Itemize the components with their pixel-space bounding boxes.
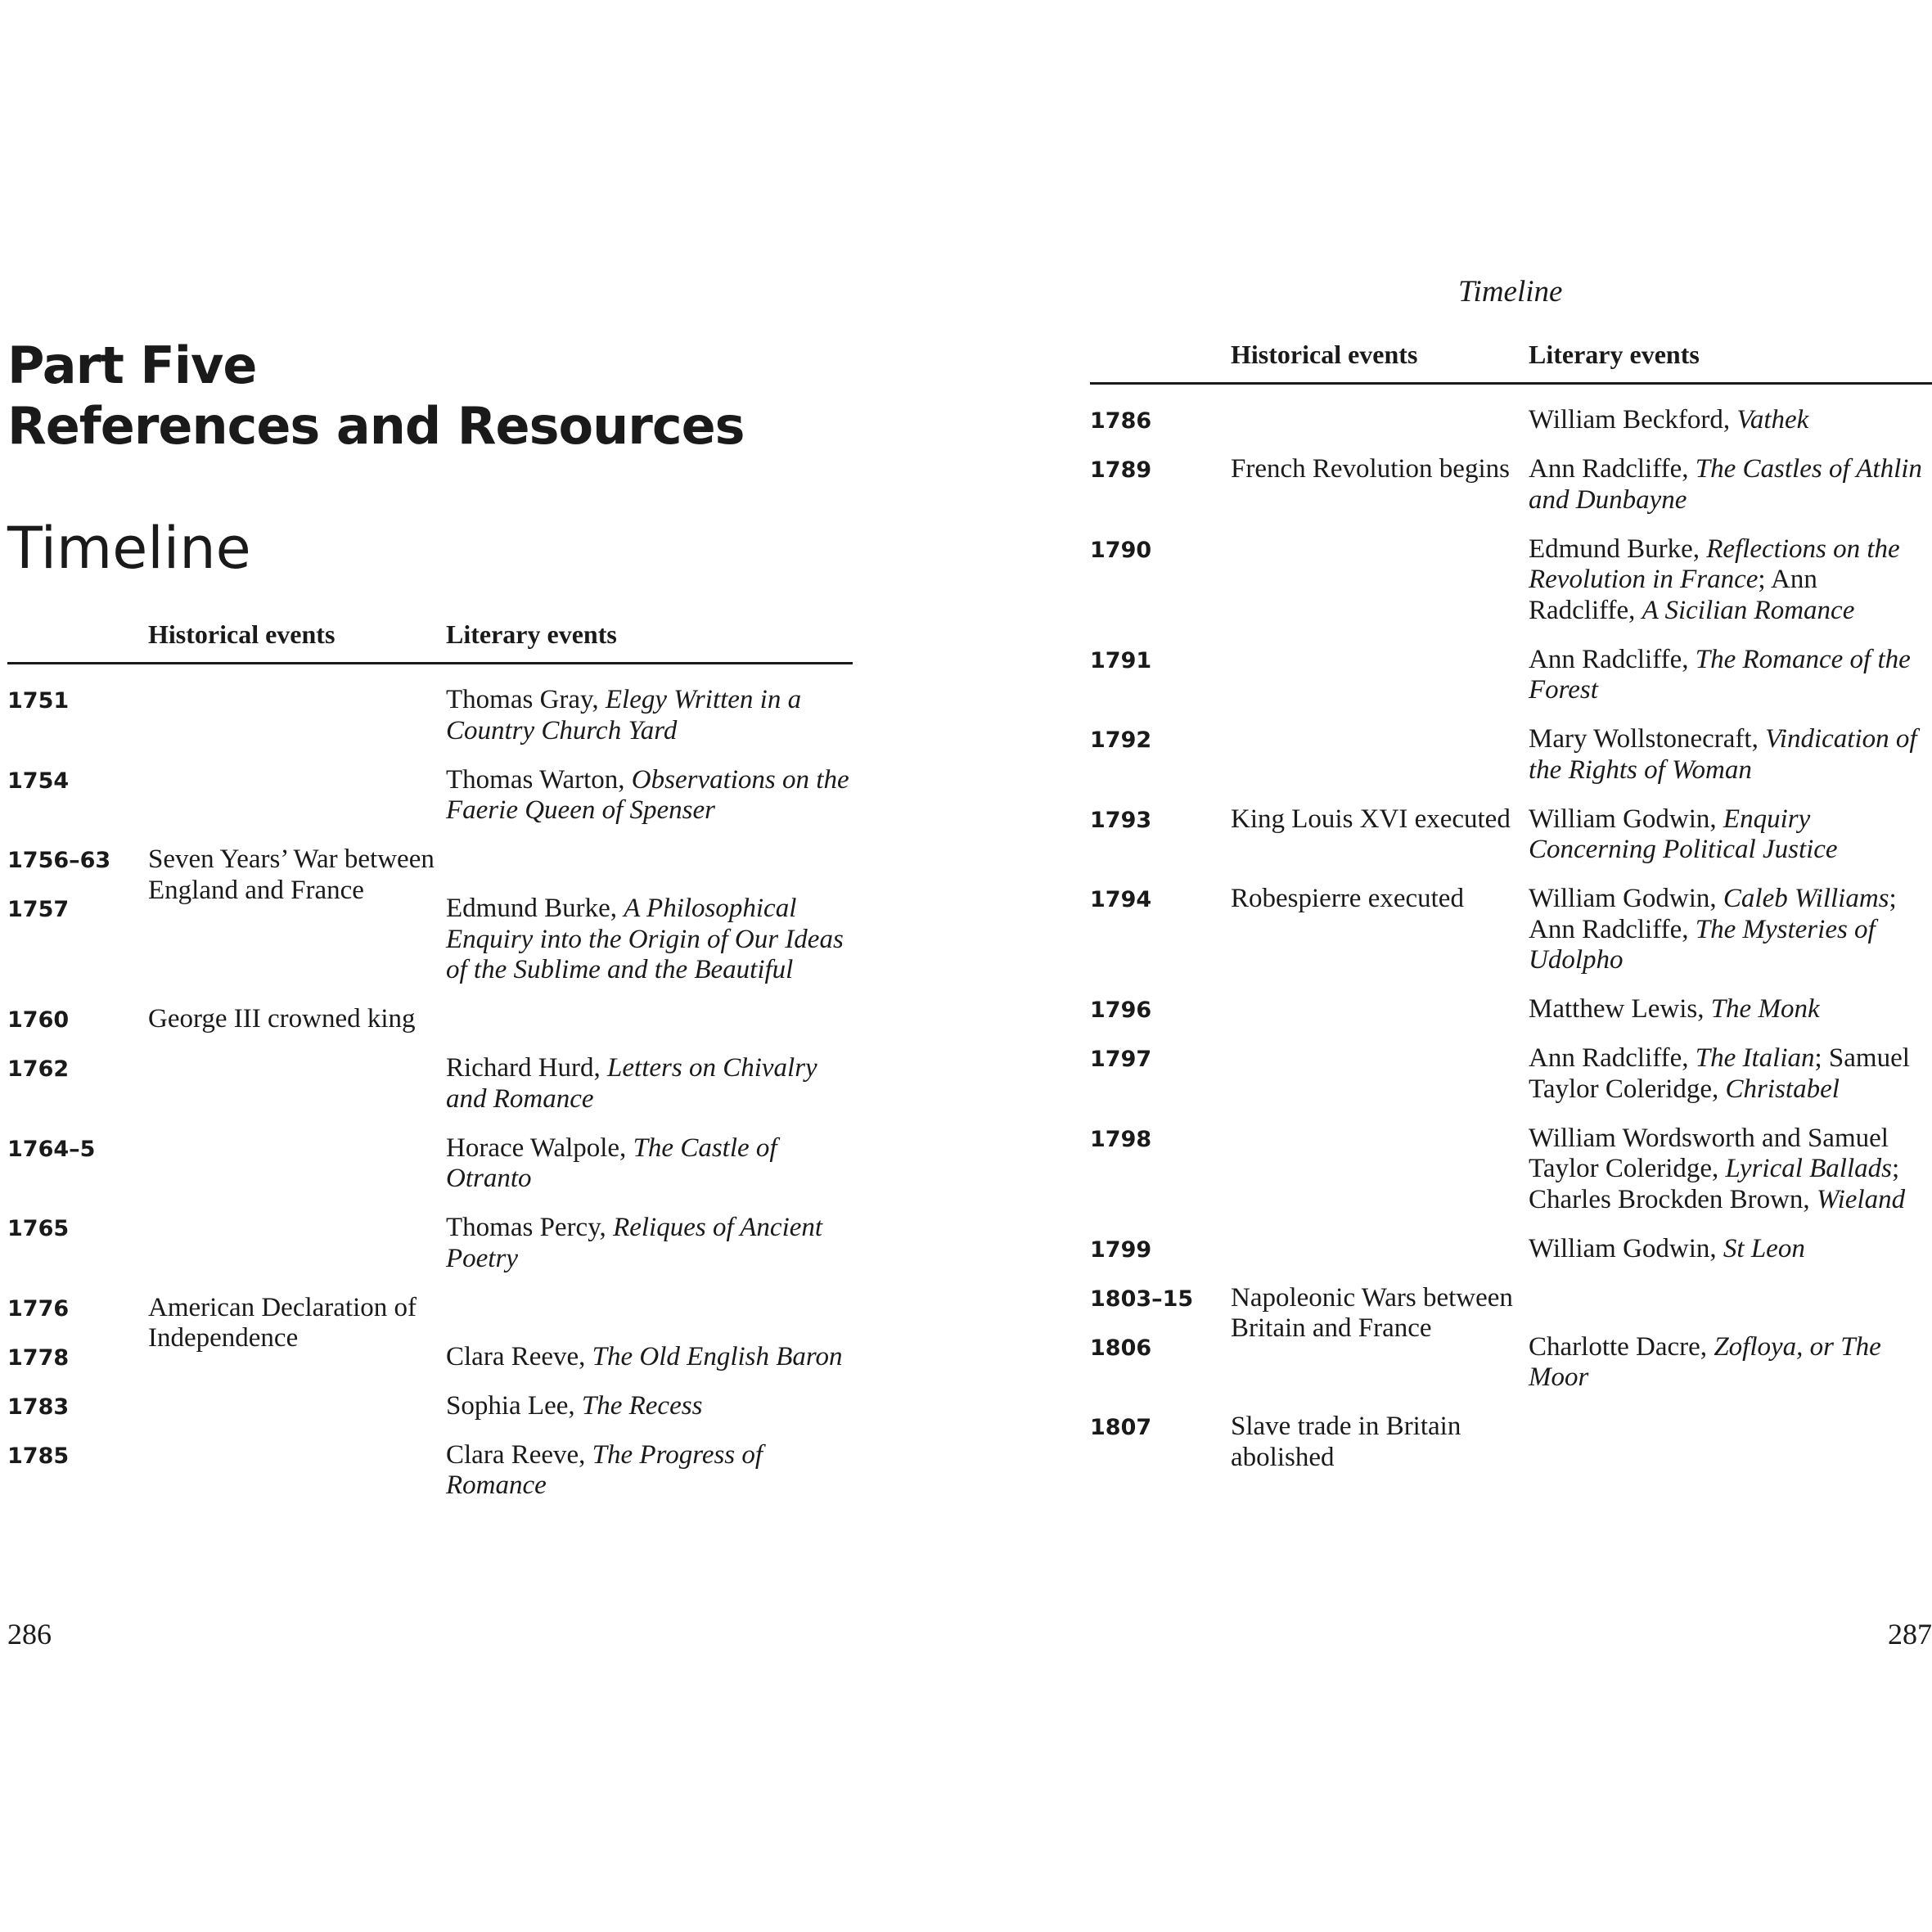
work-title: Vindication of the Rights of Woman [1529,724,1917,785]
literary-event-cell [1529,994,1930,1025]
work-title: Christabel [1725,1074,1840,1104]
year-cell: 1798 [1090,1126,1152,1152]
work-title: The Italian [1695,1043,1815,1073]
literary-event-cell [446,1004,852,1035]
literary-event-cell [1529,534,1930,627]
header-literary: Literary events [446,619,617,649]
year-cell: 1756–63 [7,848,111,873]
table-row [7,1133,853,1195]
part-heading [7,336,745,457]
table-row [7,844,853,905]
literary-text: Richard Hurd, [446,1053,608,1083]
literary-text: Ann Radcliffe, [1529,644,1696,674]
part-heading-line-1: Part Five [7,336,257,395]
literary-text: William Wordsworth and Samuel Taylor Coleridge, [1529,1123,1889,1183]
table-row [1090,1282,1932,1343]
literary-event-cell [446,685,852,746]
year-cell: 1794 [1090,887,1152,912]
work-title: The Progress of Romance [446,1439,763,1500]
work-title: A Philosophical Enquiry into the Origin of Our Ideas of the Sublime and the Beautiful [446,894,844,984]
literary-text: Horace Walpole, [446,1133,633,1163]
historical-event-cell: King Louis XVI executed [1231,804,1511,834]
work-title: Reflections on the Revolution in France [1529,534,1900,594]
table-header [1090,340,1932,385]
table-row [1090,1043,1932,1105]
year-cell: 1765 [7,1216,70,1241]
literary-event-cell [446,1293,852,1324]
header-historical: Historical events [148,619,336,649]
year-cell: 1762 [7,1056,70,1082]
literary-text: Edmund Burke, [446,894,624,923]
literary-event-cell [1529,1124,1930,1216]
year-cell: 1789 [1090,457,1152,483]
literary-event-cell [1529,724,1930,786]
table-row [1090,884,1932,976]
year-cell: 1757 [7,897,70,922]
timeline-table-right [1090,340,1932,1472]
literary-text: Edmund Burke, [1529,534,1707,564]
page-number: 287 [1888,1618,1932,1651]
work-title: The Castles of Athlin and Dunbayne [1529,454,1922,515]
historical-event-cell: American Declaration of Independence [148,1292,417,1353]
table-row [1090,405,1932,436]
work-title: Enquiry Concerning Political Justice [1529,804,1838,864]
literary-event-cell [1529,1234,1930,1265]
literary-text: William Beckford, [1529,405,1737,435]
year-cell: 1791 [1090,647,1152,673]
table-row [7,1053,853,1115]
year-cell: 1803–15 [1090,1286,1194,1312]
work-title: Caleb Williams [1723,884,1889,913]
table-row [1090,724,1932,786]
table-row [1090,1234,1932,1265]
year-cell: 1793 [1090,807,1152,833]
timeline-table-left [7,619,853,1502]
year-cell: 1751 [7,688,70,714]
table-row [7,685,853,746]
table-row [1090,645,1932,706]
part-heading-line-2: References and Resources [7,396,745,456]
year-cell: 1799 [1090,1236,1152,1263]
literary-text: Ann Radcliffe, [1529,1043,1696,1073]
year-cell: 1764–5 [7,1136,96,1162]
literary-event-cell [1529,1412,1930,1443]
literary-event-cell [446,894,852,986]
literary-text: ; Samuel Taylor Coleridge, [1529,1043,1910,1104]
work-title: The Mysteries of Udolpho [1529,914,1876,975]
literary-text: Ann Radcliffe, [1529,454,1696,484]
year-cell: 1778 [7,1344,70,1371]
historical-event-cell: Robespierre executed [1231,884,1464,913]
literary-event-cell [446,1053,852,1115]
work-title: Observations on the Faerie Queen of Spenser [446,764,849,825]
literary-text: Mary Wollstonecraft, [1529,724,1766,754]
year-cell: 1790 [1090,537,1152,563]
section-title: Timeline [7,515,251,582]
table-row [1090,804,1932,866]
table-row [1090,534,1932,627]
work-title: Lyrical Ballads [1725,1154,1892,1183]
table-row [1090,1332,1932,1394]
table-row [7,1391,853,1422]
table-row [1090,1412,1932,1472]
literary-event-cell [446,1213,852,1274]
literary-event-cell [446,1342,852,1373]
literary-text: William Godwin, [1529,1233,1723,1263]
literary-event-cell [1529,1043,1930,1105]
literary-event-cell [1529,804,1930,866]
year-cell: 1783 [7,1394,70,1420]
year-cell: 1797 [1090,1047,1152,1072]
literary-text: ; Charles Brockden Brown, [1529,1154,1900,1214]
year-cell: 1785 [7,1443,70,1469]
literary-event-cell [1529,1283,1930,1314]
historical-event-cell: George III crowned king [148,1004,416,1034]
literary-text: William Godwin, [1529,884,1723,913]
table-row [7,894,853,986]
work-title: Elegy Written in a Country Church Yard [446,685,802,745]
work-title: Zofloya, or The Moor [1529,1331,1881,1392]
table-row [7,1440,853,1502]
work-title: The Recess [581,1390,703,1421]
literary-text: ; Ann Radcliffe, [1529,565,1817,625]
literary-text: Clara Reeve, [446,1341,592,1371]
year-cell: 1796 [1090,998,1152,1023]
work-title: Letters on Chivalry and Romance [446,1053,817,1114]
table-row [7,1004,853,1035]
year-cell: 1806 [1090,1335,1152,1361]
work-title: The Monk [1710,994,1820,1024]
year-cell: 1776 [7,1295,70,1322]
work-title: The Castle of Otranto [446,1133,777,1193]
historical-event-cell: Slave trade in Britain abolished [1231,1412,1461,1472]
running-head: Timeline [1458,275,1563,308]
literary-text: Charlotte Dacre, [1529,1331,1714,1362]
table-row [7,765,853,826]
work-title: A Sicilian Romance [1642,595,1855,625]
literary-event-cell [446,1440,852,1502]
work-title: Reliques of Ancient Poetry [446,1213,823,1273]
literary-event-cell [1529,645,1930,706]
literary-text: ; Ann Radcliffe, [1529,884,1897,944]
literary-text: Thomas Percy, [446,1213,614,1242]
year-cell: 1760 [7,1007,70,1033]
table-row [1090,1124,1932,1216]
year-cell: 1754 [7,768,70,794]
work-title: Vathek [1736,405,1809,435]
historical-event-cell: French Revolution begins [1231,454,1510,484]
literary-event-cell [446,844,852,876]
work-title: Wieland [1816,1184,1906,1214]
year-cell: 1792 [1090,727,1152,753]
historical-event-cell: Napoleonic Wars between Britain and France [1231,1282,1513,1343]
table-row [7,1342,853,1373]
literary-text: Sophia Lee, [446,1390,582,1421]
literary-event-cell [446,1391,852,1422]
literary-event-cell [446,1133,852,1195]
year-cell: 1807 [1090,1415,1152,1440]
header-literary: Literary events [1529,340,1700,369]
table-row [1090,994,1932,1025]
literary-text: Thomas Gray, [446,685,606,714]
literary-event-cell [1529,454,1930,516]
page-number: 286 [7,1618,52,1651]
header-historical: Historical events [1231,340,1418,369]
table-row [7,1213,853,1274]
literary-text: Clara Reeve, [446,1439,592,1470]
historical-event-cell: Seven Years’ War between England and France [148,844,435,905]
year-cell: 1786 [1090,408,1152,434]
table-body [7,685,853,1502]
table-row [7,1292,853,1353]
work-title: The Old English Baron [592,1341,843,1371]
literary-event-cell [1529,884,1930,976]
literary-event-cell [1529,1332,1930,1394]
literary-text: Thomas Warton, [446,764,632,795]
table-row [1090,454,1932,516]
literary-text: William Godwin, [1529,804,1723,834]
literary-event-cell [446,765,852,826]
table-body [1090,405,1932,1472]
table-header [7,619,853,664]
work-title: St Leon [1723,1233,1805,1263]
literary-event-cell [1529,405,1930,436]
literary-text: Matthew Lewis, [1529,994,1711,1024]
work-title: The Romance of the Forest [1529,644,1911,705]
